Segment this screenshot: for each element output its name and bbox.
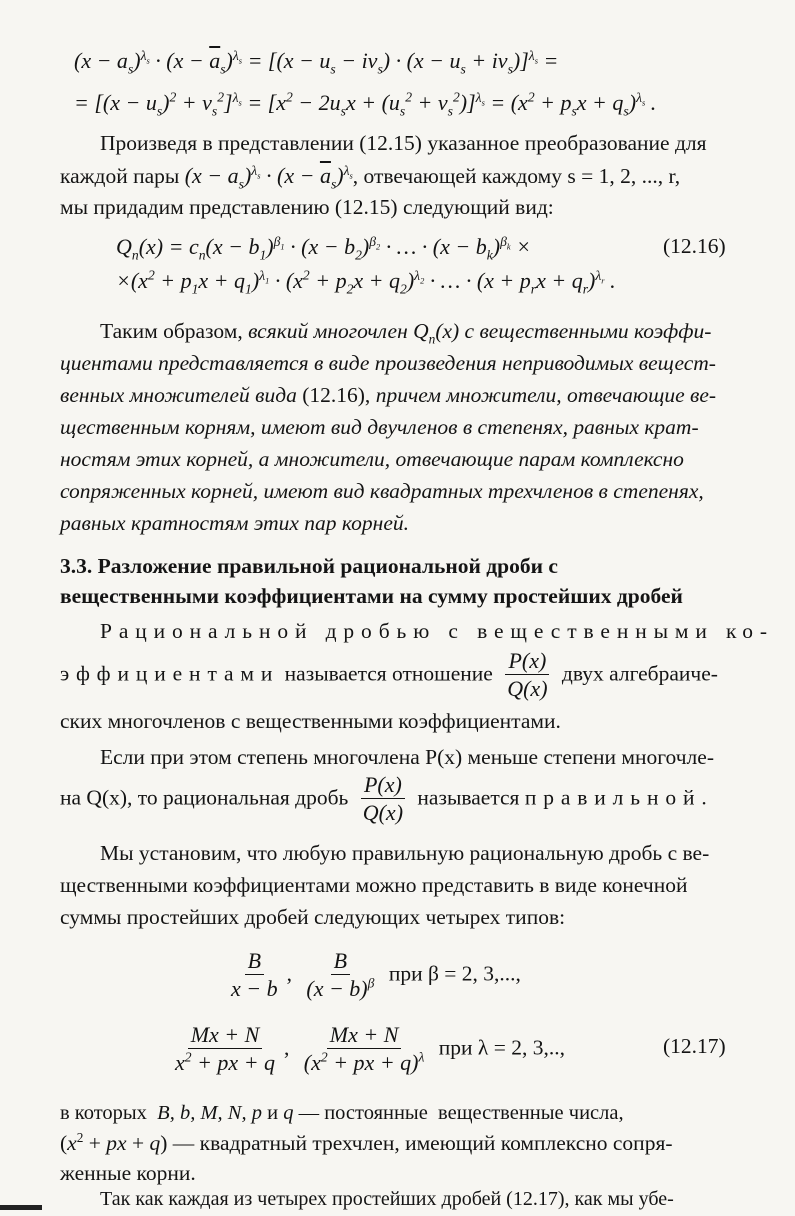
- formula-line-2: = $[(x - u_s)^2 + v_s^2]^{\lambda_s} = [x^2 - 2u_sx + (u_s^2 + v_s^2)]^{\lambda_s} = (x^2 + p_sx + q_s)^{\lambda_s}$ .: [74, 89, 657, 119]
- paragraph-5-line-3: суммы простейших дробей следующих четырех типов:: [60, 905, 566, 929]
- paragraph-2-line-6: сопряженных корней, имеют вид квадратных трехчленов в степенях,: [60, 479, 704, 503]
- paragraph-3-line-1: Рациональной дробью с вещественными ко-: [100, 619, 774, 643]
- paragraph-3-text-b: называется отношение: [284, 661, 493, 686]
- paragraph-4-line-2: [60, 772, 714, 827]
- condition-lambda: при λ = 2, 3,..,: [438, 1035, 565, 1060]
- paragraph-3-line-2: [60, 648, 718, 703]
- paragraph-3-spaced-word: эффициентами: [60, 661, 280, 686]
- paragraph-2-line-7: равных кратностям этих пар корней.: [60, 511, 409, 535]
- paragraph-4-text-b: называется: [417, 785, 520, 810]
- paragraph-2-line-1: Таким образом, всякий многочлен $Q_n(x)$ с вещественными коэффи-: [100, 319, 712, 347]
- paragraph-1-line-3: мы придадим представлению (12.15) следующий вид:: [60, 195, 554, 219]
- paragraph-6-line-2: ($x^2$ + px + q) — квадратный трехчлен, имеющий комплексно сопря-: [60, 1129, 673, 1155]
- paragraph-2-line-3: венных множителей вида (12.16), причем множители, отвечающие ве-: [60, 383, 717, 407]
- equation-12-16-line-2: $\times(x^2 + p_1x + q_1)^{\lambda_1} \cdot (x^2 + p_2x + q_2)^{\lambda_2}$ · … · $(x + p_rx + q_r)^{\lambda_r}$ .: [116, 267, 616, 297]
- fraction-denominator: Q(x): [507, 676, 548, 701]
- fraction-p-over-q-2: [360, 772, 406, 827]
- paragraph-2-line-2: циентами представляется в виде произведения неприводимых вещест-: [60, 351, 716, 375]
- section-title-line-1: 3.3. Разложение правильной рациональной дроби с: [60, 554, 558, 578]
- scan-edge-mark: [0, 1205, 42, 1210]
- paragraph-1-line-1: Произведя в представлении (12.15) указанное преобразование для: [100, 131, 707, 155]
- fraction-denominator: ($x^2$ + px + q)$^\lambda$: [303, 1049, 425, 1075]
- section-title-line-2: вещественными коэффициентами на сумму простейших дробей: [60, 584, 683, 608]
- fraction-numerator: B: [245, 948, 264, 975]
- paragraph-2-line-4: щественным корням, имеют вид двучленов в степенях, равных крат-: [60, 415, 699, 439]
- paragraph-1-line-2: [60, 162, 680, 190]
- fraction-mxn-over-trinomial-power: [301, 1022, 428, 1077]
- formula-line-1: $(x - a_s)^{\lambda_s} \cdot (x - \overline{a}_s)^{\lambda_s} = [(x - u_s - iv_s) \cdot (x - u_s + iv_s)]^{\lambda_s}$ =: [74, 47, 559, 77]
- pair-formula: $(x - a_s)^{\lambda_s} \cdot (x - \overline{a}_s)^{\lambda_s}$: [184, 162, 353, 192]
- fraction-denominator: $x^2$ + px + q: [175, 1049, 276, 1075]
- paragraph-1-text-a: каждой пары: [60, 164, 180, 188]
- paragraph-4-spaced-word: правильной.: [524, 785, 714, 810]
- fraction-numerator: P(x): [361, 772, 405, 799]
- fraction-numerator: Mx + N: [188, 1022, 263, 1049]
- paragraph-3-line-3: ских многочленов с вещественными коэффициентами.: [60, 709, 561, 733]
- paragraph-6-line-1: в которых B, b, M, N, p и q — постоянные вещественные числа,: [60, 1102, 624, 1124]
- fraction-denominator: x − b: [231, 976, 278, 1001]
- paragraph-4-line-1: Если при этом степень многочлена P(x) меньше степени многочле-: [100, 745, 714, 769]
- paragraph-5-line-1: Мы установим, что любую правильную рациональную дробь с ве-: [100, 841, 710, 865]
- fraction-p-over-q-1: [504, 648, 550, 703]
- condition-beta: при β = 2, 3,...,: [388, 961, 521, 986]
- fraction-denominator: $(x - b)^\beta$: [306, 975, 375, 1001]
- fraction-mxn-over-trinomial: [172, 1022, 278, 1077]
- equation-number-12-17: (12.17): [663, 1034, 726, 1058]
- paragraph-6-line-3: женные корни.: [60, 1161, 196, 1185]
- fraction-numerator: B: [331, 948, 350, 975]
- paragraph-3-text-c: двух алгебраиче-: [561, 661, 718, 686]
- fraction-b-over-x-minus-b: [228, 948, 281, 1003]
- fraction-numerator: Mx + N: [327, 1022, 402, 1049]
- paragraph-7-line-1: Так как каждая из четырех простейших дробей (12.17), как мы убе-: [100, 1188, 674, 1210]
- paragraph-4-text-a: на Q(x), то рациональная дробь: [60, 785, 349, 810]
- equation-12-16-line-1: $Q_n(x) = c_n(x - b_1)^{\beta_1} \cdot (x - b_2)^{\beta_2}$ · … · $(x - b_k)^{\beta_k}$ ×: [116, 233, 532, 263]
- paragraph-1-text-b: , отвечающей каждому s = 1, 2, ..., r,: [352, 164, 681, 188]
- equation-12-17-row-1: $\frac{B}{x - b}$ , $\frac{B}{(x - b)^\beta}$ при β = 2, 3,...,: [222, 948, 521, 1003]
- fraction-denominator: Q(x): [362, 800, 404, 825]
- fraction-numerator: P(x): [505, 648, 549, 675]
- paragraph-2-line-5: ностям этих корней, а множители, отвечающие парам комплексно: [60, 447, 684, 471]
- equation-12-17-row-2: $\frac{Mx + N}{x^2 + px + q}$ , $\frac{Mx + N}{(x^2 + px + q)^\lambda}$ при λ = 2, 3,..,: [166, 1022, 565, 1077]
- equation-number-12-16: (12.16): [663, 234, 726, 258]
- paragraph-5-line-2: щественными коэффициентами можно представить в виде конечной: [60, 873, 688, 897]
- fraction-b-over-power: [303, 948, 377, 1003]
